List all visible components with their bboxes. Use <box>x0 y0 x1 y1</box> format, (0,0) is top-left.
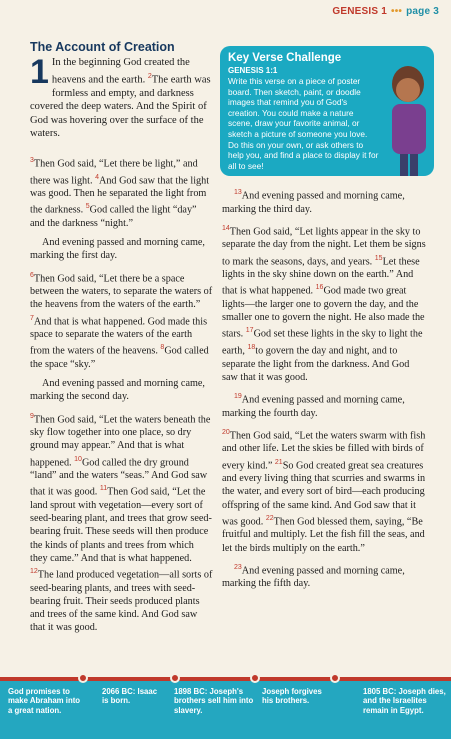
verse-number: 13 <box>234 189 242 196</box>
paragraph <box>222 390 427 420</box>
child-illustration <box>378 56 434 176</box>
verse-text: And that is what happened. God made this space to separate the waters of the earth from the waters of the heavens. <box>30 315 208 357</box>
verse-number: 4 <box>95 173 99 181</box>
paragraph <box>222 426 427 555</box>
verse-number: 2 <box>147 72 152 80</box>
timeline-event <box>262 687 332 706</box>
verse-number: 20 <box>222 428 230 436</box>
verse-text: So God created great sea creatures and every living thing that scurries and swarms in the water, and every sort of bird—each producing offspring of the same kind. And God saw that it was good. <box>222 459 426 528</box>
verse-text: God called the light “day” and the darkness “night.” <box>30 204 197 229</box>
timeline-event <box>8 687 86 715</box>
verse-text: God called the space “sky.” <box>30 345 209 370</box>
verse-text: Then God blessed them, saying, “Be fruitful and multiply. Let the fish fill the seas, and let the birds multiply on the earth.” <box>222 516 425 554</box>
verse-text: Then God said, “Let lights appear in the sky to separate the day from the night. Let them be signs to mark the seasons, days, and years. <box>222 226 426 267</box>
verse-text: God set these lights in the sky to light the earth, <box>222 328 423 357</box>
timeline-text: Joseph's brothers sell him into slavery. <box>174 687 254 715</box>
timeline-event <box>102 687 164 706</box>
verse-number: 5 <box>85 203 90 211</box>
verse-number: 7 <box>30 314 34 322</box>
paragraph <box>30 269 213 372</box>
timeline-text: Joseph forgives his brothers. <box>262 687 322 706</box>
verse-number: 22 <box>265 514 274 522</box>
verse-text: Then God said, “Let there be a space between the waters, to separate the waters of the heavens from the waters of the earth.” <box>30 272 213 311</box>
timeline-line <box>0 677 451 681</box>
timeline-event <box>363 687 447 715</box>
timeline-strip <box>0 679 451 739</box>
left-column <box>30 154 213 640</box>
verse-text: And evening passed and morning came, marking the fifth day. <box>222 565 405 590</box>
verse-number: 16 <box>315 284 324 292</box>
timeline-date: 2066 BC: <box>102 687 136 696</box>
paragraph: And evening passed and morning came, marking the second day. <box>30 378 205 403</box>
key-verse-reference: GENESIS 1:1 <box>228 66 278 75</box>
timeline-date: 1898 BC: <box>174 687 208 696</box>
verse-number: 15 <box>374 254 383 262</box>
timeline-dot <box>250 673 260 683</box>
verse-number: 19 <box>234 392 242 400</box>
timeline-text: Isaac is born. <box>102 687 158 706</box>
chapter-dropcap: 1 <box>30 53 49 91</box>
timeline-dot <box>330 673 340 683</box>
paragraph <box>222 186 427 216</box>
verse-text: And evening passed and morning came, marking the third day. <box>222 190 405 215</box>
page-header <box>332 6 439 17</box>
verse-number: 3 <box>30 157 34 164</box>
intro-paragraph <box>30 53 211 141</box>
verse-number: 12 <box>30 568 38 575</box>
verse-number: 8 <box>160 344 165 352</box>
timeline-text: God promises to make Abraham into a great nation. <box>8 687 81 715</box>
verse-number: 17 <box>245 327 254 335</box>
right-column <box>222 186 427 597</box>
verse-text: God called the dry ground “land” and the waters “seas.” And God saw that it was good. <box>30 456 208 498</box>
header-separator: ••• <box>391 6 403 17</box>
paragraph <box>30 410 213 635</box>
verse-number: 9 <box>30 412 34 420</box>
verse-text: to govern the day and night, and to separate the light from the darkness. And God saw that it was good. <box>222 345 410 383</box>
verse-number: 14 <box>222 224 230 232</box>
key-verse-title: Key Verse Challenge <box>228 52 342 64</box>
verse-number: 18 <box>247 343 256 351</box>
timeline-dot <box>78 673 88 683</box>
verse-text: God made two great lights—the larger one to govern the day, and the smaller one to govern the night. He also made the stars. <box>222 285 425 340</box>
verse-text: Then God said, “Let the land sprout with vegetation—every sort of seed-bearing plant, and trees that grow seed-bearing fruit. These seeds will then produce the kinds of plants and trees from which they came.” And that is what happened. <box>30 486 212 564</box>
timeline-date: 1805 BC: <box>363 687 397 696</box>
page-number: page 3 <box>406 6 439 17</box>
verse-text: Let these lights in the sky shine down on the earth.” And that is what happened. <box>222 255 420 297</box>
key-verse-box <box>220 46 434 176</box>
paragraph <box>222 561 427 591</box>
timeline-dot <box>170 673 180 683</box>
verse-text: The land produced vegetation—all sorts of seed-bearing plants, and trees with seed-bearing fruit. Their seeds produced plants and trees of the same kind. And God saw that it was good. <box>30 569 213 634</box>
verse-text: Then God said, “Let there be light,” and there was light. <box>30 158 198 186</box>
verse-text: The earth was formless and empty, and darkness covered the deep waters. And the Spirit of God was hovering over the surface of the waters. <box>30 74 211 140</box>
verse-text: Then God said, “Let the waters swarm with fish and other life. Let the skies be filled with birds of every kind.” <box>222 430 426 471</box>
verse-number: 10 <box>74 455 82 463</box>
timeline-text: Joseph dies, and the Israelites remain in Egypt. <box>363 687 446 715</box>
paragraph <box>222 222 427 384</box>
paragraph <box>30 154 213 230</box>
verse-text: And evening passed and morning came, marking the fourth day. <box>222 394 405 419</box>
verse-text: And God saw that the light was good. Then he separated the light from the darkness. <box>30 174 210 216</box>
verse-number: 11 <box>99 485 108 493</box>
section-heading: The Account of Creation <box>30 40 175 54</box>
verse-number: 23 <box>234 563 242 571</box>
paragraph: And evening passed and morning came, marking the first day. <box>30 237 205 262</box>
timeline-event <box>174 687 254 715</box>
verse-number: 6 <box>30 271 34 279</box>
verse-number: 21 <box>274 458 283 466</box>
book-name: GENESIS 1 <box>332 6 387 17</box>
verse-text: In the beginning God created the heavens and the earth. <box>51 57 190 86</box>
verse-text: Then God said, “Let the waters beneath the sky flow together into one place, so dry ground may appear.” And that is what happened. <box>30 413 211 468</box>
key-verse-body: Write this verse on a piece of poster board. Then sketch, paint, or doodle images that remind you of God's creation. You could make a nature scene, draw your favorite animal, or sketch a picture of someone you love. Do this on your own, or ask others to help you, and find a place to display it for all to see! <box>228 76 379 171</box>
